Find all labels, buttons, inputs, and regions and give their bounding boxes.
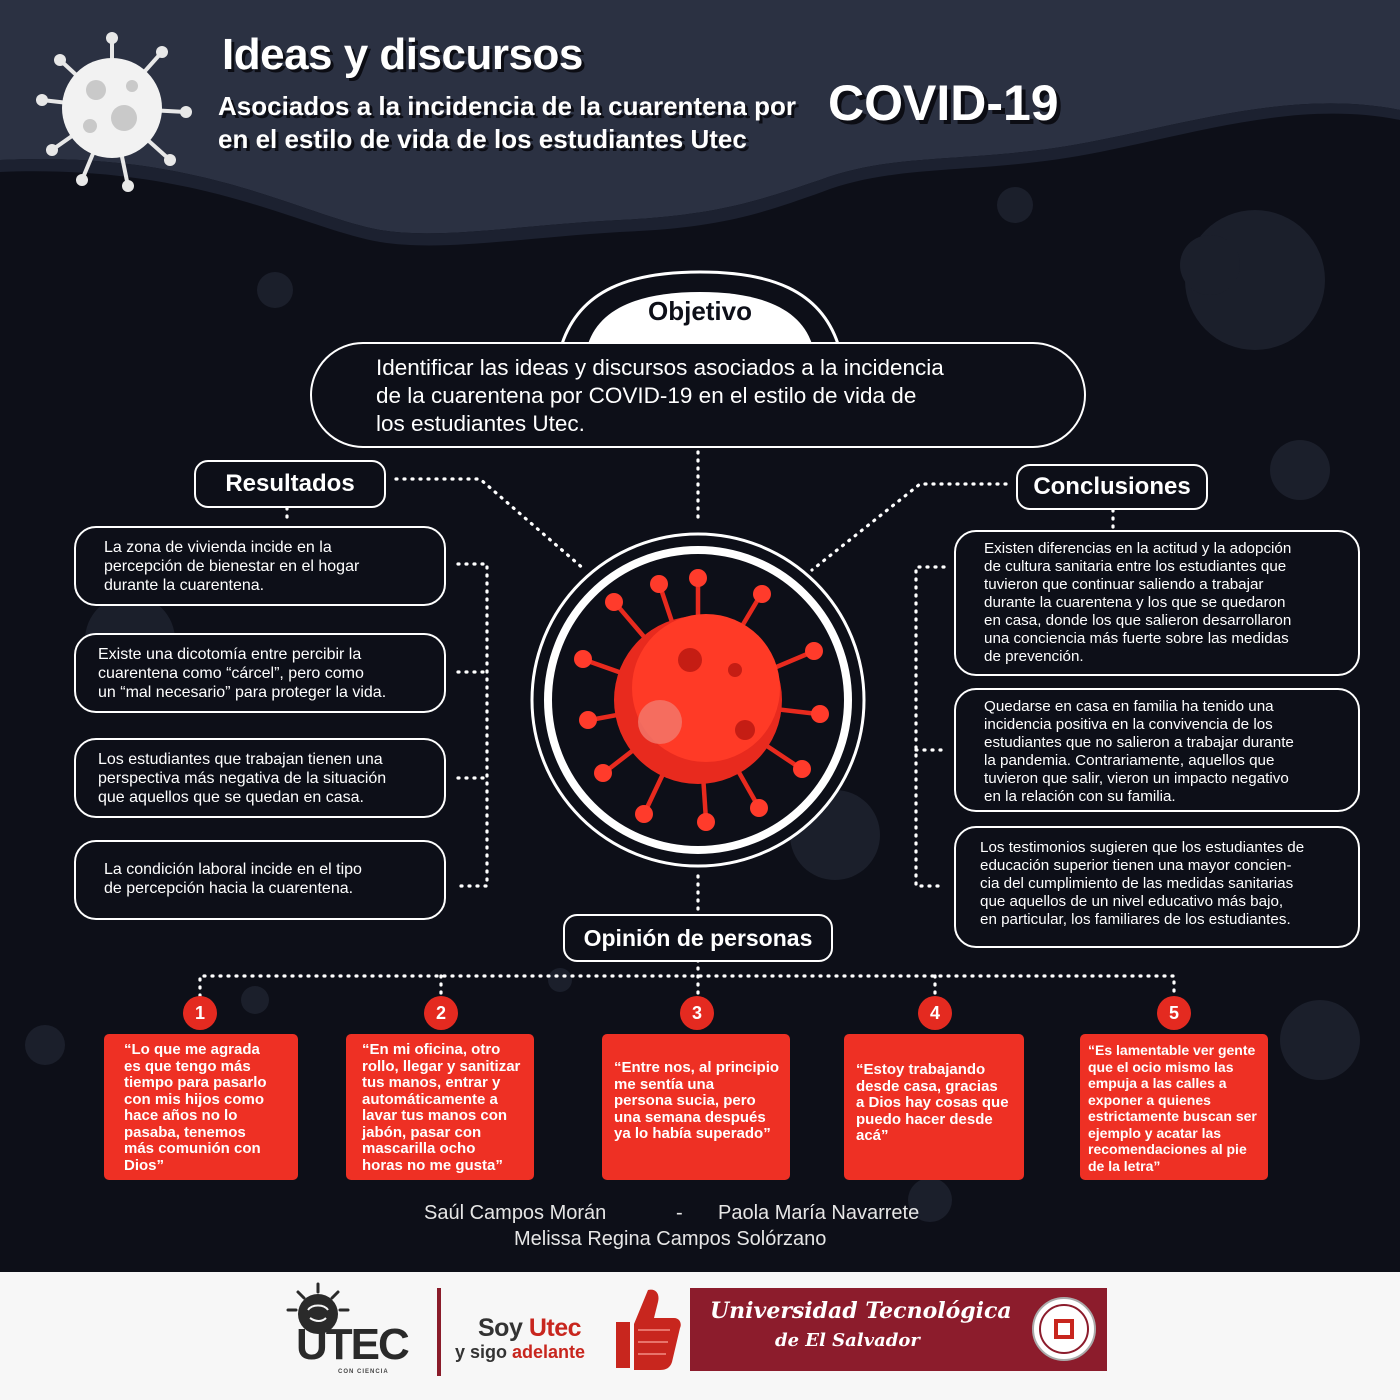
quote-card — [1080, 1034, 1268, 1180]
quote-line: hace años no lo — [124, 1107, 238, 1124]
resultado-line: La condición laboral incide en el tipo — [104, 861, 362, 878]
quote-line: “Es lamentable ver gente — [1088, 1042, 1256, 1058]
resultado-line: Existe una dicotomía entre percibir la — [98, 646, 362, 663]
quote-line: “En mi oficina, otro — [362, 1041, 501, 1058]
quote-line: “Estoy trabajando — [856, 1061, 986, 1078]
conclusion-line: que aquellos de un nivel educativo más bajo, — [980, 893, 1284, 910]
objetivo-label: Objetivo — [647, 296, 752, 326]
objetivo-box — [310, 342, 1086, 448]
university-seal-icon — [1032, 1297, 1096, 1361]
author-name: Paola María Navarrete — [718, 1202, 920, 1224]
objetivo-line: los estudiantes Utec. — [376, 411, 585, 436]
resultado-line: de percepción hacia la cuarentena. — [104, 880, 354, 897]
resultado-item — [74, 633, 446, 713]
opinion-label: Opinión de personas — [563, 914, 833, 962]
y-sigo-word: y sigo — [455, 1342, 508, 1362]
adelante-word: adelante — [512, 1342, 586, 1362]
footer-divider — [437, 1288, 441, 1376]
quote-line: jabón, pasar con — [362, 1123, 482, 1141]
conclusion-line: Los testimonios sugieren que los estudiantes de — [980, 839, 1305, 856]
quote-line: ya lo había superado” — [614, 1125, 771, 1142]
quote-card — [346, 1034, 534, 1180]
conclusion-line: Existen diferencias en la actitud y la adopción — [984, 540, 1292, 557]
conclusiones-label: Conclusiones — [1016, 464, 1208, 510]
quote-line: de la letra” — [1088, 1157, 1161, 1174]
conclusion-line: de cultura sanitaria entre los estudiantes que — [984, 558, 1287, 575]
quote-card — [104, 1034, 298, 1180]
quote-line: acá” — [856, 1127, 889, 1144]
y-sigo-adelante-text — [455, 1342, 585, 1363]
quote-line: “Entre nos, al principio — [614, 1059, 780, 1076]
quote-number: 4 — [918, 996, 952, 1030]
subtitle-line: Asociados a la incidencia de la cuarentena por — [218, 91, 796, 121]
quote-line: recomendaciones al pie — [1088, 1141, 1247, 1157]
quote-line: una semana después — [614, 1108, 766, 1126]
quote-line: empuja a las calles a — [1088, 1075, 1227, 1091]
author-name: Melissa Regina Campos Solórzano — [514, 1228, 827, 1250]
conclusion-line: cia del cumplimiento de las medidas sanitarias — [980, 875, 1294, 892]
resultado-item — [74, 738, 446, 818]
quote-card — [602, 1034, 790, 1180]
resultado-line: durante la cuarentena. — [104, 577, 265, 594]
quote-line: más comunión con — [124, 1140, 261, 1157]
conclusion-line: Quedarse en casa en familia ha tenido una — [984, 698, 1274, 715]
covid-title: COVID-19 — [828, 75, 1059, 131]
page-title: Ideas y discursos — [222, 30, 583, 79]
utec-word: Utec — [528, 1314, 581, 1342]
resultado-line: percepción de bienestar en el hogar — [104, 558, 360, 575]
quote-line: ejemplo y acatar las — [1088, 1124, 1222, 1141]
quote-line: es que tengo más — [124, 1057, 251, 1075]
quote-line: tiempo para pasarlo — [124, 1074, 267, 1091]
quote-line: rollo, llegar y sanitizar — [362, 1057, 521, 1075]
conclusion-line: incidencia positiva en la convivencia de los — [984, 716, 1273, 733]
conclusion-line: en casa, donde los que salieron desarrollaron — [984, 612, 1292, 629]
author-name: Saúl Campos Morán — [424, 1202, 607, 1224]
conclusion-line: tuvieron que continuar saliendo a trabajar — [984, 576, 1264, 593]
quote-line: pasaba, tenemos — [124, 1123, 246, 1141]
quote-line: mascarilla ocho — [362, 1140, 476, 1157]
conclusion-line: estudiantes que no salieron a trabajar durante — [984, 734, 1294, 751]
quote-line: puedo hacer desde — [856, 1110, 993, 1128]
resultado-line: cuarentena como “cárcel”, pero como — [98, 665, 364, 682]
resultado-item — [74, 526, 446, 606]
universidad-location: de El Salvador — [775, 1330, 920, 1351]
con-ciencia-text: CON CIENCIA — [338, 1369, 389, 1375]
quote-line: persona sucia, pero — [614, 1092, 756, 1109]
quote-number: 1 — [183, 996, 217, 1030]
objetivo-line: de la cuarentena por COVID-19 en el estilo de vida de — [376, 383, 917, 408]
quote-line: tus manos, entrar y — [362, 1074, 501, 1091]
quote-number: 2 — [424, 996, 458, 1030]
quote-line: a Dios hay cosas que — [856, 1094, 1009, 1111]
quote-number: 3 — [680, 996, 714, 1030]
resultado-line: La zona de vivienda incide en la — [104, 539, 332, 556]
thumbs-up-icon — [608, 1282, 682, 1372]
conclusion-item — [954, 688, 1360, 812]
conclusion-line: en particular, los familiares de los estudiantes. — [980, 911, 1291, 928]
quote-number: 5 — [1157, 996, 1191, 1030]
conclusion-line: la pandemia. Contrariamente, aquellos que — [984, 752, 1275, 769]
conclusion-line: durante la cuarentena y los que se quedaron — [984, 594, 1286, 611]
resultado-line: que aquellos que se quedan en casa. — [98, 789, 364, 806]
conclusion-item — [954, 530, 1360, 676]
resultado-line: Los estudiantes que trabajan tienen una — [98, 751, 383, 768]
quote-card — [844, 1034, 1024, 1180]
resultado-item — [74, 840, 446, 920]
conclusion-line: tuvieron que salir, vieron un impacto negativo — [984, 770, 1289, 787]
subtitle-line: en el estilo de vida de los estudiantes Utec — [218, 124, 747, 154]
conclusion-item — [954, 826, 1360, 948]
quote-line: estrictamente buscan ser — [1088, 1108, 1257, 1124]
quote-line: lavar tus manos con — [362, 1107, 508, 1124]
conclusion-line: de prevención. — [984, 648, 1084, 665]
quote-line: horas no me gusta” — [362, 1156, 503, 1174]
quote-line: desde casa, gracias — [856, 1077, 998, 1095]
quote-line: que el ocio mismo las — [1088, 1058, 1234, 1075]
conclusion-line: en la relación con su familia. — [984, 788, 1176, 805]
soy-word: Soy — [478, 1314, 523, 1342]
author-separator: - — [676, 1202, 683, 1224]
resultado-line: perspectiva más negativa de la situación — [98, 770, 387, 787]
objetivo-line: Identificar las ideas y discursos asociados a la incidencia — [376, 355, 944, 380]
quote-line: Dios” — [124, 1156, 165, 1174]
page-subtitle — [218, 90, 796, 156]
quote-line: me sentía una — [614, 1075, 715, 1093]
quote-line: con mis hijos como — [124, 1090, 265, 1108]
conclusion-line: una conciencia más fuerte sobre las medidas — [984, 630, 1289, 647]
utec-logo-text: UTEC — [296, 1320, 408, 1369]
resultados-label: Resultados — [194, 460, 386, 508]
quote-line: exponer a quienes — [1088, 1091, 1211, 1108]
soy-utec-text — [478, 1314, 581, 1343]
quote-line: “Lo que me agrada — [124, 1041, 260, 1058]
resultado-line: un “mal necesario” para proteger la vida. — [98, 684, 387, 701]
quote-line: automáticamente a — [362, 1090, 498, 1108]
universidad-name: Universidad Tecnológica — [710, 1298, 1012, 1324]
conclusion-line: educación superior tienen una mayor concien- — [980, 857, 1292, 874]
